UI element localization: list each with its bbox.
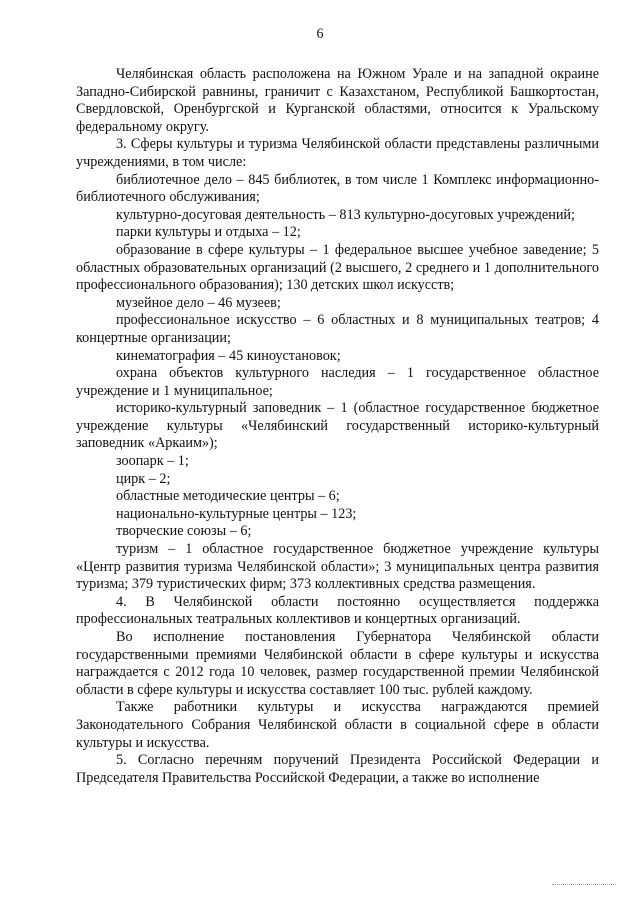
list-item: туризм – 1 областное государственное бюджетное учреждение культуры «Центр развития туризма Челябинской области»; 3 муниципальных центра развития туризма; 379 туристических фирм; 373 коллективных средства размещения.	[76, 541, 599, 593]
paragraph: 3. Сферы культуры и туризма Челябинской области представлены различными учреждениями, в том числе:	[76, 136, 599, 170]
list-item: цирк – 2;	[116, 470, 171, 487]
list-item: кинематография – 45 киноустановок;	[116, 347, 341, 364]
list-item: парки культуры и отдыха – 12;	[116, 224, 301, 241]
document-body	[76, 66, 599, 787]
list-item: зоопарк – 1;	[116, 453, 189, 470]
list-item: музейное дело – 46 музеев;	[116, 294, 281, 311]
list-item: творческие союзы – 6;	[116, 523, 252, 540]
paragraph: Также работники культуры и искусства награждаются премией Законодательного Собрания Челябинской области в социальной сфере в области культуры и искусства.	[76, 699, 599, 751]
paragraph: 5. Согласно перечням поручений Президента Российской Федерации и Председателя Правительства Российской Федерации, а также во исполнение	[76, 752, 599, 786]
list-item: историко-культурный заповедник – 1 (областное государственное бюджетное учреждение культуры «Челябинский государственный историко-культурный заповедник «Аркаим»);	[76, 400, 599, 452]
list-item: национально-культурные центры – 123;	[116, 505, 357, 522]
list-item: охрана объектов культурного наследия – 1 государственное областное учреждение и 1 муниципальное;	[76, 365, 599, 399]
page-number: 6	[316, 26, 324, 42]
list-item: областные методические центры – 6;	[116, 488, 340, 505]
list-item: образование в сфере культуры – 1 федеральное высшее учебное заведение; 5 областных образовательных организаций (2 высшего, 2 среднего и 1 дополнительного профессионального образования); 130 детских школ искусств;	[76, 241, 599, 294]
list-item: библиотечное дело – 845 библиотек, в том числе 1 Комплекс информационно-библиотечного обслуживания;	[76, 171, 599, 206]
paragraph: Во исполнение постановления Губернатора Челябинской области государственными премиями Челябинской области в сфере культуры и искусства награждается с 2012 года 10 человек, размер государственной премии Челябинской области в сфере культуры и искусства составляет 100 тыс. рублей каждому.	[76, 629, 599, 698]
footer-mark	[552, 884, 616, 885]
list-item: культурно-досуговая деятельность – 813 культурно-досуговых учреждений;	[116, 206, 575, 223]
paragraph: Челябинская область расположена на Южном Урале и на западной окраине Западно-Сибирской равнины, граничит с Казахстаном, Республикой Башкортостан, Свердловской, Оренбургской и Курганской областями, относится к Уральскому федеральному округу.	[76, 66, 599, 135]
list-item: профессиональное искусство – 6 областных и 8 муниципальных театров; 4 концертные организации;	[76, 312, 599, 346]
paragraph: 4. В Челябинской области постоянно осуществляется поддержка профессиональных театральных коллективов и концертных организаций.	[76, 593, 599, 628]
